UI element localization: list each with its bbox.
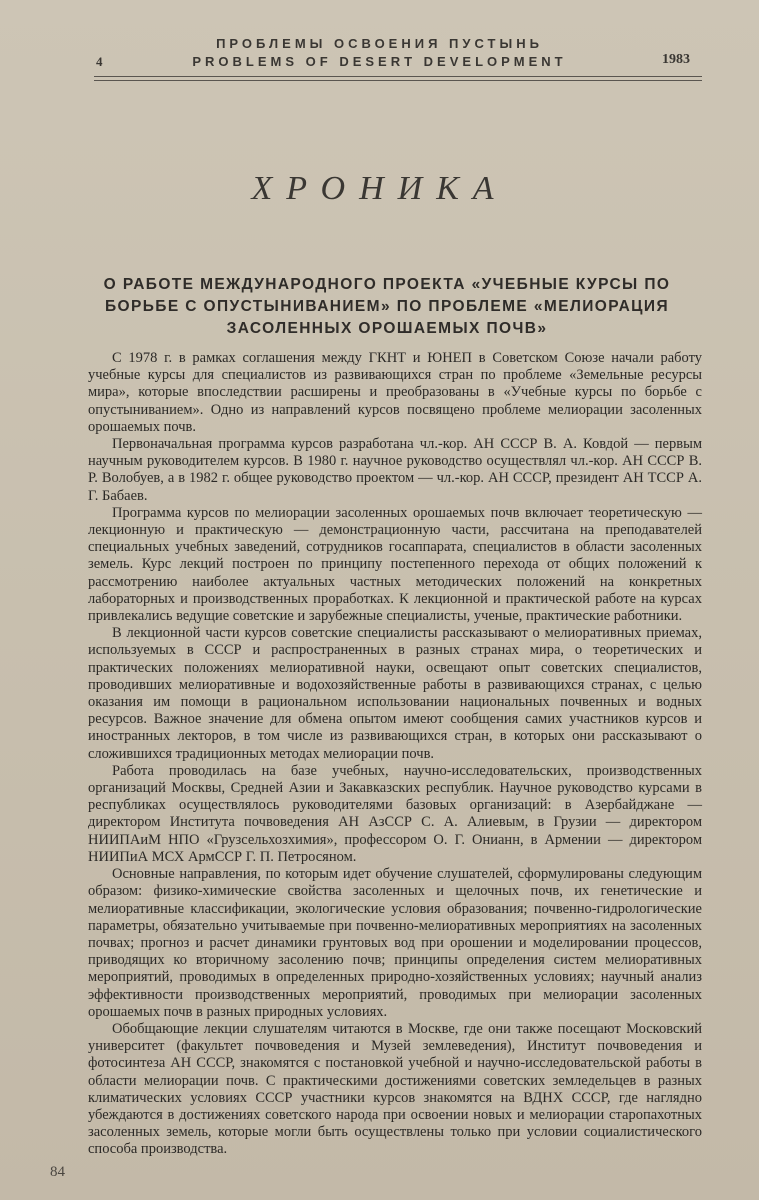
- journal-title-en: PROBLEMS OF DESERT DEVELOPMENT: [192, 54, 567, 69]
- page-number: 84: [50, 1164, 65, 1180]
- header-rule: [94, 76, 702, 77]
- paragraph: Первоначальная программа курсов разработана чл.-кор. АН СССР В. А. Ковдой — первым научным руководителем курсов. В 1980 г. научное руководство осуществлял чл.-кор. АН СССР В. Р. Волобуев, а в 1982 г. общее руководство проектом — чл.-кор. АН СССР, президент АН ТССР А. Г. Бабаев.: [88, 436, 702, 504]
- journal-title-ru: ПРОБЛЕМЫ ОСВОЕНИЯ ПУСТЫНЬ: [216, 36, 543, 51]
- article-body: [88, 350, 702, 1159]
- journal-year: 1983: [662, 52, 690, 67]
- paragraph: Обобщающие лекции слушателям читаются в Москве, где они также посещают Московский университет (факультет почвоведения и Музей землеведения), Институт почвоведения и фотосинтеза АН СССР, знакомятся с постановкой учебной и научно-исследовательской работы в области мелиорации почв. С практическими достижениями советских земледельцев в разных климатических условиях СССР участники курсов знакомятся на ВДНХ СССР, где наглядно убеждаются в достижениях советского народа при освоении новых и мелиорации старопахотных засоленных земель, которые могли быть осуществлены только при условии социалистического способа производства.: [88, 1020, 702, 1158]
- issue-number: 4: [96, 54, 103, 69]
- header-rule-secondary: [94, 80, 702, 81]
- section-title: ХРОНИКА: [251, 170, 508, 207]
- paragraph: Основные направления, по которым идет обучение слушателей, сформулированы следующим образом: физико-химические свойства засоленных и щелочных почв, их генетические и мелиоративные классификации, экологические условия образования; почвенно-гидрологические параметры, обязательно учитываемые при почвенно-мелиоративных мероприятиях на засоленных почвах; прогноз и расчет динамики грунтовых вод при орошении и моделировании процессов, приводящих ко вторичному засолению почв; принципы определения систем мелиоративных мероприятий, проводимых в определенных природно-хозяйственных условиях; научный анализ эффективности производственных мероприятий, проводимых при мелиорации засоленных орошаемых почв в разных природных условиях.: [88, 866, 702, 1020]
- paragraph: Программа курсов по мелиорации засоленных орошаемых почв включает теоретическую — лекционную и практическую — демонстрационную части, рассчитана на преподавателей специальных учебных заведений, сотрудников госаппарата, специалистов в области засоленных земель. Курс лекций построен по принципу постепенного перехода от общих положений к рассмотрению наиболее актуальных частных методических положений на конкретных лабораторных и производственных проработках. К лекционной и практической работе на курсах привлекались ведущие советские и зарубежные специалисты, ученые, практические работники.: [88, 504, 702, 625]
- paragraph: Работа проводилась на базе учебных, научно-исследовательских, производственных организаций Москвы, Средней Азии и Закавказских республик. Научное руководство курсами в республиках осуществлялось руководителями базовых организаций: в Азербайджане — директором Института почвоведения АН АзССР С. А. Алиевым, в Грузии — директором НИИПАиМ НПО «Грузсельхозхимия», профессором О. Г. Онианн, в Армении — директором НИИПиА МСХ АрмССР Г. П. Петросяном.: [88, 762, 702, 865]
- paragraph: В лекционной части курсов советские специалисты рассказывают о мелиоративных приемах, используемых в СССР и распространенных в разных странах мира, о теоретических и практических положениях мелиоративной науки, освещают опыт советских специалистов, проводивших мелиоративные и водохозяйственные работы в развивающихся странах, с целью оказания им помощи в рациональном использовании национальных почвенных и водных ресурсов. Важное значение для обмена опытом имеют сообщения самих участников курсов и иностранных лекторов, в том числе из развивающихся стран, в которых они рассказывают о сложившихся традиционных методах мелиорации почв.: [88, 625, 702, 762]
- article-title: О РАБОТЕ МЕЖДУНАРОДНОГО ПРОЕКТА «УЧЕБНЫЕ КУРСЫ ПО БОРЬБЕ С ОПУСТЫНИВАНИЕМ» ПО ПРОБЛЕМЕ «МЕЛИОРАЦИЯ ЗАСОЛЕННЫХ ОРОШАЕМЫХ ПОЧВ»: [103, 276, 671, 337]
- paragraph: С 1978 г. в рамках соглашения между ГКНТ и ЮНЕП в Советском Союзе начали работу учебные курсы для специалистов из развивающихся стран по проблеме «Земельные ресурсы мира», которые впоследствии расширены и преобразованы в «Учебные курсы по борьбе с опустыниванием». Одно из направлений курсов посвящено проблеме мелиорации засоленных орошаемых почв.: [88, 350, 702, 435]
